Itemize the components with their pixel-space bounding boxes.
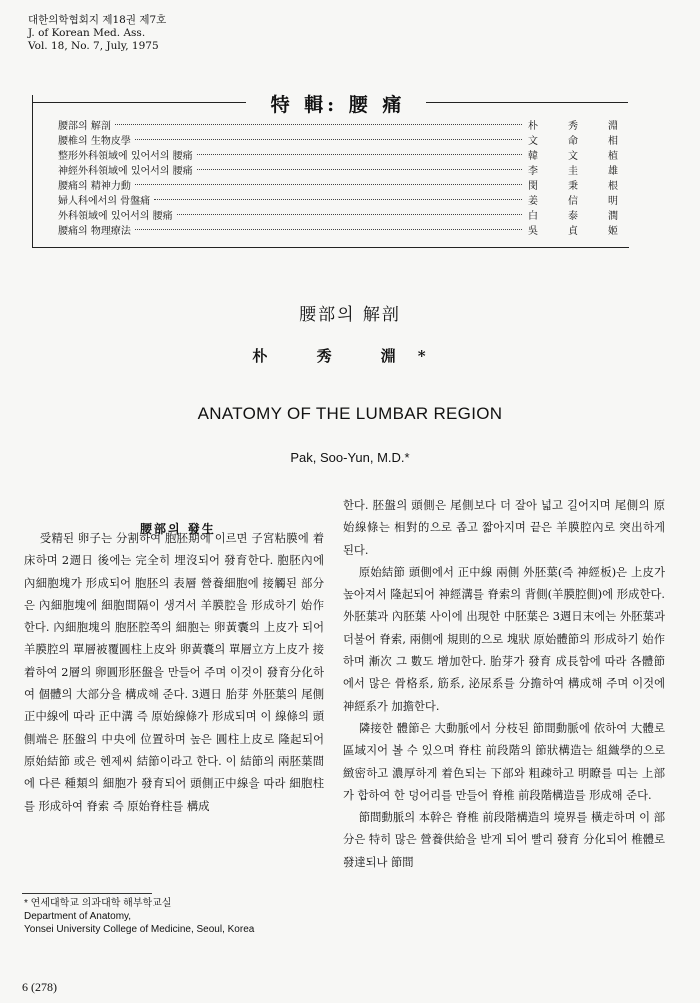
english-title: ANATOMY OF THE LUMBAR REGION xyxy=(197,404,503,423)
toc-title: 婦人科에서의 骨盤痛 xyxy=(58,196,151,207)
body-paragraph: 隣接한 體節은 大動脈에서 分枝된 節間動脈에 依하여 大體로 區域지어 볼 수 있으며 脊柱 前段階의 節狀構造는 組織學的으로 緻密하고 濃厚하게 着色되는 下部와 粗疎하고 明瞭를 띠는 上部가 합하여 한 덩어리를 만들어 脊椎 前段階構造를 形成해 준다. xyxy=(343,721,665,802)
toc-leader xyxy=(154,199,522,200)
journal-english: J. of Korean Med. Ass. xyxy=(28,27,146,39)
footnote-rule xyxy=(22,893,152,894)
right-column xyxy=(343,495,665,874)
toc-author: 白 泰 潤 xyxy=(528,211,618,222)
toc-title: 腰部의 解剖 xyxy=(58,121,111,132)
toc-author: 吳 貞 姬 xyxy=(528,226,618,237)
toc-title: 腰痛의 物理療法 xyxy=(58,226,131,237)
article-author: 朴 秀 淵* xyxy=(252,347,448,365)
toc-author: 朴 秀 淵 xyxy=(528,121,618,132)
toc-author: 李 圭 雄 xyxy=(528,166,618,177)
toc-leader xyxy=(115,124,522,125)
toc-author: 姜 信 明 xyxy=(528,196,618,207)
journal-volume: Vol. 18, No. 7, July, 1975 xyxy=(28,40,159,52)
toc-leader xyxy=(197,154,522,155)
footnote xyxy=(24,897,254,936)
journal-korean: 대한의학협회지 제18권 제7호 xyxy=(28,14,167,26)
feature-contents xyxy=(58,119,618,239)
english-author: Pak, Soo-Yun, M.D.* xyxy=(290,450,410,465)
toc-leader xyxy=(135,229,522,230)
body-paragraph: 한다. 胚盤의 頭側은 尾側보다 더 잘아 넓고 길어지며 尾側의 原始線條는 相對的으로 좁고 짧아지며 끝은 羊膜腔內로 突出하게 된다. xyxy=(343,499,665,557)
toc-row xyxy=(58,224,618,239)
toc-title: 神經外科領域에 있어서의 腰痛 xyxy=(58,166,193,177)
toc-row xyxy=(58,209,618,224)
toc-row xyxy=(58,134,618,149)
body-paragraph: 節間動脈의 本幹은 脊椎 前段階構造의 境界를 橫走하며 이 部分은 特히 많은 營養供給을 받게 되어 빨리 發育 分化되어 椎體로 發達되나 節間 xyxy=(343,811,665,869)
body-paragraph: 原始結節 頭側에서 正中線 兩側 外胚葉(즉 神經板)은 上皮가 높아져서 隆起되어 神經溝를 脊索의 背側(羊膜腔側)에 形成한다. 外胚葉과 內胚葉 사이에 出現한 中胚葉은 3週日末에는 外胚葉과 더불어 脊索, 兩側에 規則的으로 塊狀 原始體節의 形成하기 始作하며 漸次 그 數도 增加한다. 胎芽가 發育 成長함에 따라 各體節에서 많은 骨格系, 筋系, 泌尿系를 分擔하여 構成해 주며 이것에 神經系가 加擔한다. xyxy=(343,565,665,713)
toc-leader xyxy=(135,139,522,140)
toc-title: 整形外科領域에 있어서의 腰痛 xyxy=(58,151,193,162)
body-paragraph: 受精된 卵子는 分割하여 胞胚期에 이르면 子宮粘膜에 着床하며 2週日 後에는 完全히 埋沒되어 發育한다. 胞胚內에 內細胞塊가 形成되어 胞胚의 表層 營養細胞에 接觸된 部分은 內細胞塊에 細胞間隔이 생겨서 羊膜腔을 形成하기 始作한다. 內細胞塊의 胞胚腔쪽의 細胞는 卵黃囊의 上皮가 되어 羊膜腔의 單層被覆圓柱上皮와 卵黃囊의 單層立方上皮가 接着하여 2層의 卵圓形胚盤을 만들어 주며 이것이 發育分化하여 個體의 大部分을 構成해 준다. 3週日 胎芽 外胚葉의 尾側正中線에 따라 正中溝 즉 原始線條가 形成되며 이 線條의 頭側端은 胚盤의 中央에 位置하며 높은 圓柱上皮로 隆起되어 原始結節 或은 헨제씨 結節이라고 한다. 이 結節의 兩胚葉間에 다른 種類의 細胞가 發育되어 頭側正中線을 따라 細胞柱를 形成하여 脊索 즉 原始脊柱를 構成 xyxy=(24,532,324,813)
toc-row xyxy=(58,119,618,134)
footnote-affiliation: Yonsei University College of Medicine, Seoul, Korea xyxy=(24,924,255,935)
left-column xyxy=(24,528,324,818)
toc-row xyxy=(58,194,618,209)
footnote-korean: * 연세대학교 의과대학 해부학교실 xyxy=(24,898,172,909)
toc-row xyxy=(58,149,618,164)
toc-author: 閔 秉 根 xyxy=(528,181,618,192)
section-heading: 腰部의 發生 xyxy=(140,522,216,536)
toc-title: 腰椎의 生物皮學 xyxy=(58,136,131,147)
page-number: 6 (278) xyxy=(22,980,57,994)
journal-info xyxy=(28,14,166,53)
footnote-department: Department of Anatomy, xyxy=(24,911,132,922)
feature-title: 特 輯: 腰 痛 xyxy=(270,94,406,116)
toc-author: 韓 文 植 xyxy=(528,151,618,162)
toc-leader xyxy=(197,169,522,170)
toc-title: 腰痛의 精神力動 xyxy=(58,181,131,192)
toc-row xyxy=(58,164,618,179)
toc-author: 文 命 相 xyxy=(528,136,618,147)
article-title: 腰部의 解剖 xyxy=(299,305,401,325)
toc-leader xyxy=(177,214,522,215)
toc-leader xyxy=(135,184,522,185)
toc-row xyxy=(58,179,618,194)
toc-title: 外科領域에 있어서의 腰痛 xyxy=(58,211,173,222)
